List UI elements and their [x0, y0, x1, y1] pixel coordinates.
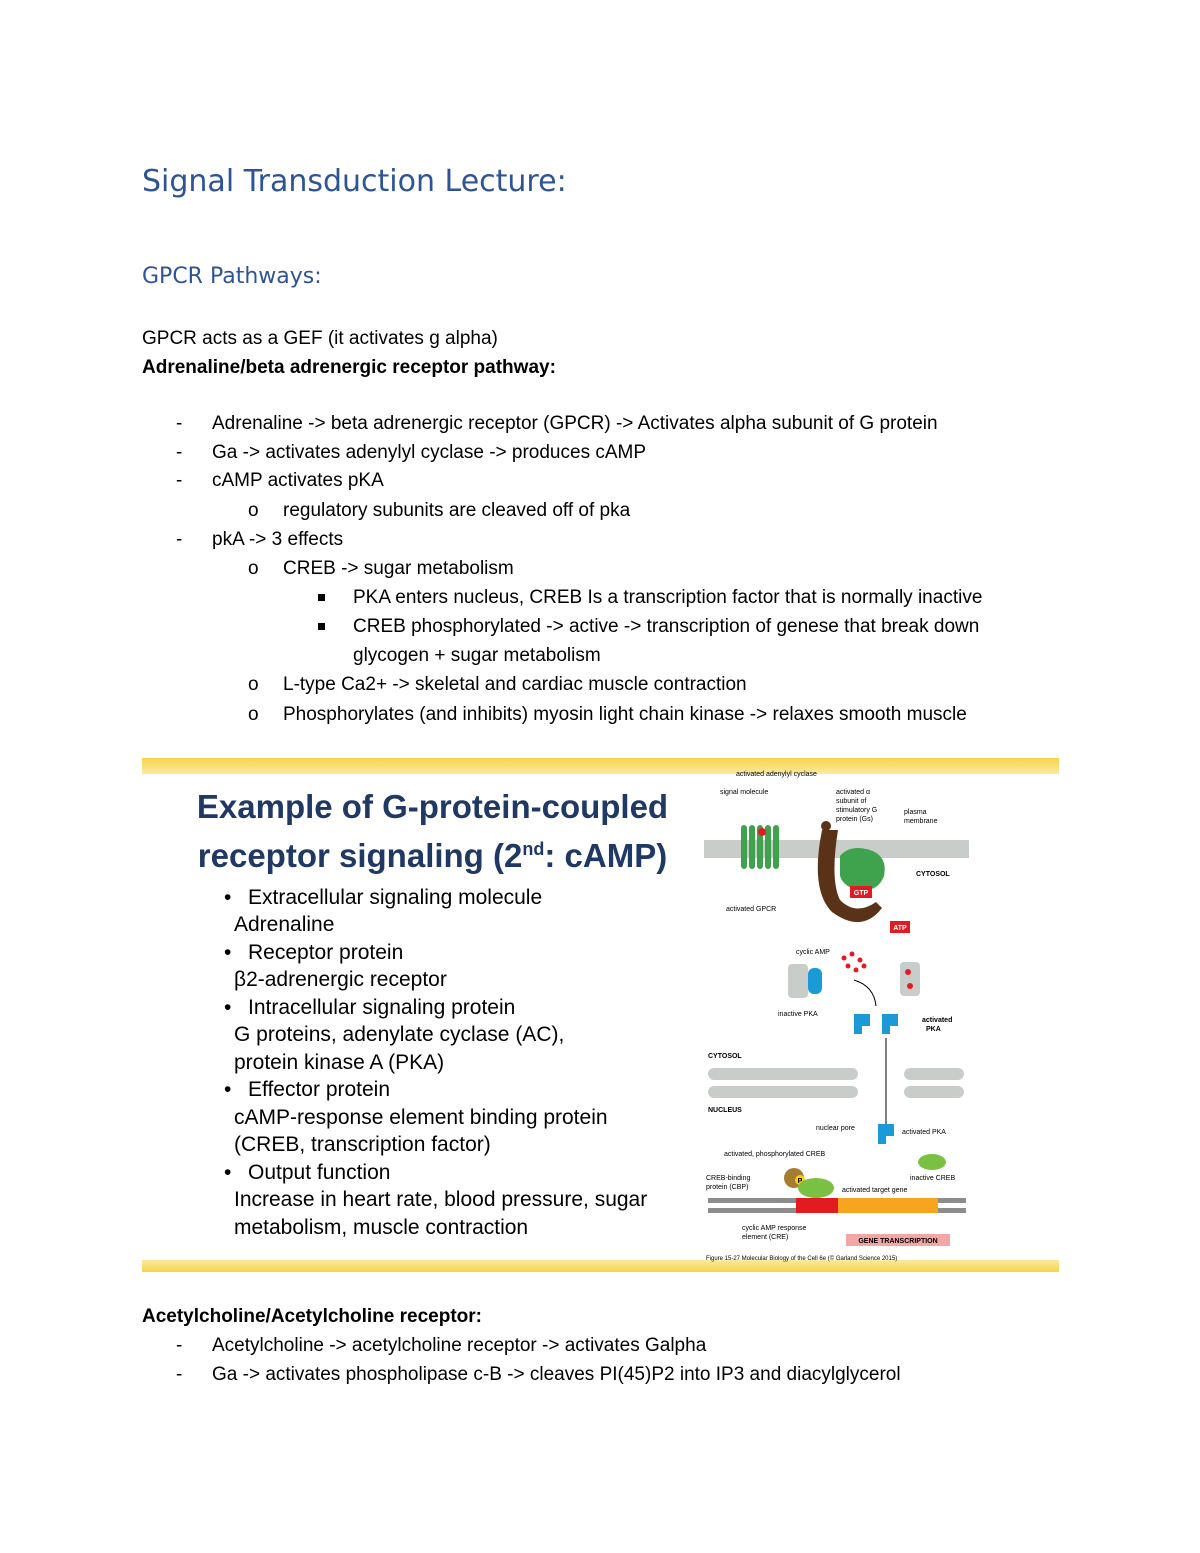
fig-label: activated, phosphorylated CREB: [724, 1151, 826, 1158]
intro-text: GPCR acts as a GEF (it activates g alpha): [142, 328, 498, 349]
fig-label: activated adenylyl cyclase: [736, 771, 817, 778]
gtp-label: GTP: [853, 890, 869, 897]
camp-molecules: [842, 952, 867, 973]
fig-label: activated PKA: [902, 1129, 946, 1136]
slide-title-line1: Example of G-protein-coupled: [196, 788, 669, 825]
regulatory-subunit: [900, 962, 920, 996]
slide-line: Output function: [248, 1161, 391, 1184]
dna-strand: [708, 1198, 966, 1213]
slide-bullet-char: •: [224, 941, 232, 964]
fig-label: inactive PKA: [778, 1011, 818, 1018]
slide-line: G proteins, adenylate cyclase (AC),: [234, 1023, 565, 1046]
section-heading: GPCR Pathways:: [142, 264, 322, 289]
slide-line: protein kinase A (PKA): [234, 1051, 445, 1074]
list-item: L-type Ca2+ -> skeletal and cardiac muscle contraction: [283, 674, 747, 695]
slide-image: [142, 758, 1059, 1272]
fig-label: activated GPCR: [726, 906, 777, 913]
slide-line: Effector protein: [248, 1078, 391, 1101]
list-item: CREB -> sugar metabolism: [283, 558, 514, 579]
list-item: Ga -> activates phospholipase c-B -> cleaves PI(45)P2 into IP3 and diacylglycerol: [212, 1364, 901, 1385]
slide-line: Intracellular signaling protein: [248, 996, 516, 1019]
fig-label: subunit of: [836, 798, 867, 805]
fig-label: activated α: [836, 789, 871, 796]
slide-line: β2-adrenergic receptor: [234, 968, 447, 991]
slide-bullet-char: •: [224, 996, 232, 1019]
fig-label: stimulatory G: [836, 807, 878, 814]
fig-label: inactive CREB: [910, 1175, 956, 1182]
nuclear-pka: [878, 1124, 894, 1144]
fig-label: CREB-binding: [706, 1175, 751, 1182]
nuclear-envelope: [708, 1068, 964, 1098]
list-marker-dash: -: [176, 442, 183, 463]
camp-pathway-figure: [704, 768, 969, 1268]
g-alpha-subunit: [840, 848, 885, 890]
fig-label: protein (CBP): [706, 1184, 749, 1191]
fig-label: GENE TRANSCRIPTION: [858, 1238, 938, 1245]
fig-label: protein (Gs): [836, 816, 873, 823]
fig-label: plasma: [904, 809, 927, 816]
list-marker-circle: o: [248, 558, 259, 579]
slide-title-line2: receptor signaling (2nd: cAMP): [197, 837, 668, 874]
fig-label: activated target gene: [842, 1187, 908, 1194]
list-item: PKA enters nucleus, CREB Is a transcription factor that is normally inactive: [353, 587, 983, 608]
fig-label: signal molecule: [720, 789, 769, 796]
slide-line: Increase in heart rate, blood pressure, sugar: [234, 1188, 648, 1211]
fig-label: cyclic AMP: [796, 949, 830, 956]
list-marker-dash: -: [176, 413, 183, 434]
slide-bullet-char: •: [224, 1078, 232, 1101]
list-item: Acetylcholine -> acetylcholine receptor -> activates Galpha: [212, 1335, 707, 1356]
fig-label: element (CRE): [742, 1234, 789, 1241]
slide-line: Extracellular signaling molecule: [248, 886, 543, 909]
slide-bullet-char: •: [224, 886, 232, 909]
fig-label: CYTOSOL: [708, 1053, 742, 1060]
fig-label: PKA: [926, 1026, 941, 1033]
activated-creb: [798, 1178, 834, 1198]
square-bullet-icon: [318, 594, 325, 601]
atp-label: ATP: [893, 925, 907, 932]
acetylcholine-heading: Acetylcholine/Acetylcholine receptor:: [142, 1306, 482, 1327]
list-marker-dash: -: [176, 470, 183, 491]
arrow: [854, 980, 876, 1006]
list-marker-dash: -: [176, 1364, 183, 1385]
list-marker-circle: o: [248, 674, 259, 695]
slide-line: Receptor protein: [248, 941, 404, 964]
page-title: Signal Transduction Lecture:: [142, 164, 567, 199]
list-item: pkA -> 3 effects: [212, 529, 344, 550]
inactive-creb: [918, 1154, 946, 1170]
fig-label: nuclear pore: [816, 1125, 855, 1132]
list-item: Adrenaline -> beta adrenergic receptor (GPCR) -> Activates alpha subunit of G protein: [212, 413, 938, 434]
fig-label: membrane: [904, 818, 938, 825]
list-marker-circle: o: [248, 500, 259, 521]
fig-label: activated: [922, 1017, 953, 1024]
square-bullet-icon: [318, 623, 325, 630]
list-item: cAMP activates pKA: [212, 470, 384, 491]
activated-pka: [854, 1014, 898, 1034]
fig-label: NUCLEUS: [708, 1107, 742, 1114]
list-item: CREB phosphorylated -> active -> transcription of genese that break down: [353, 616, 980, 637]
inactive-pka: [788, 964, 822, 998]
list-item: regulatory subunits are cleaved off of pka: [283, 500, 631, 521]
slide-line: Adrenaline: [234, 913, 335, 936]
slide-line: cAMP-response element binding protein: [234, 1106, 608, 1129]
list-marker-dash: -: [176, 1335, 183, 1356]
slide-line: (CREB, transcription factor): [234, 1133, 491, 1156]
list-marker-circle: o: [248, 704, 259, 725]
fig-label: cyclic AMP response: [742, 1225, 807, 1232]
slide-title: [160, 786, 705, 877]
list-item: Ga -> activates adenylyl cyclase -> produces cAMP: [212, 442, 647, 463]
list-marker-dash: -: [176, 529, 183, 550]
phosphate-label: P: [797, 1178, 803, 1185]
fig-label: CYTOSOL: [916, 871, 950, 878]
slide-bullet-char: •: [224, 1161, 232, 1184]
slide-line: metabolism, muscle contraction: [234, 1216, 529, 1239]
list-item: Phosphorylates (and inhibits) myosin light chain kinase -> relaxes smooth muscle: [283, 704, 967, 725]
adrenaline-heading: Adrenaline/beta adrenergic receptor pathway:: [142, 357, 556, 378]
figure-caption: Figure 15-27 Molecular Biology of the Cell 6e (© Garland Science 2015): [706, 1256, 898, 1262]
list-item: glycogen + sugar metabolism: [353, 645, 601, 666]
